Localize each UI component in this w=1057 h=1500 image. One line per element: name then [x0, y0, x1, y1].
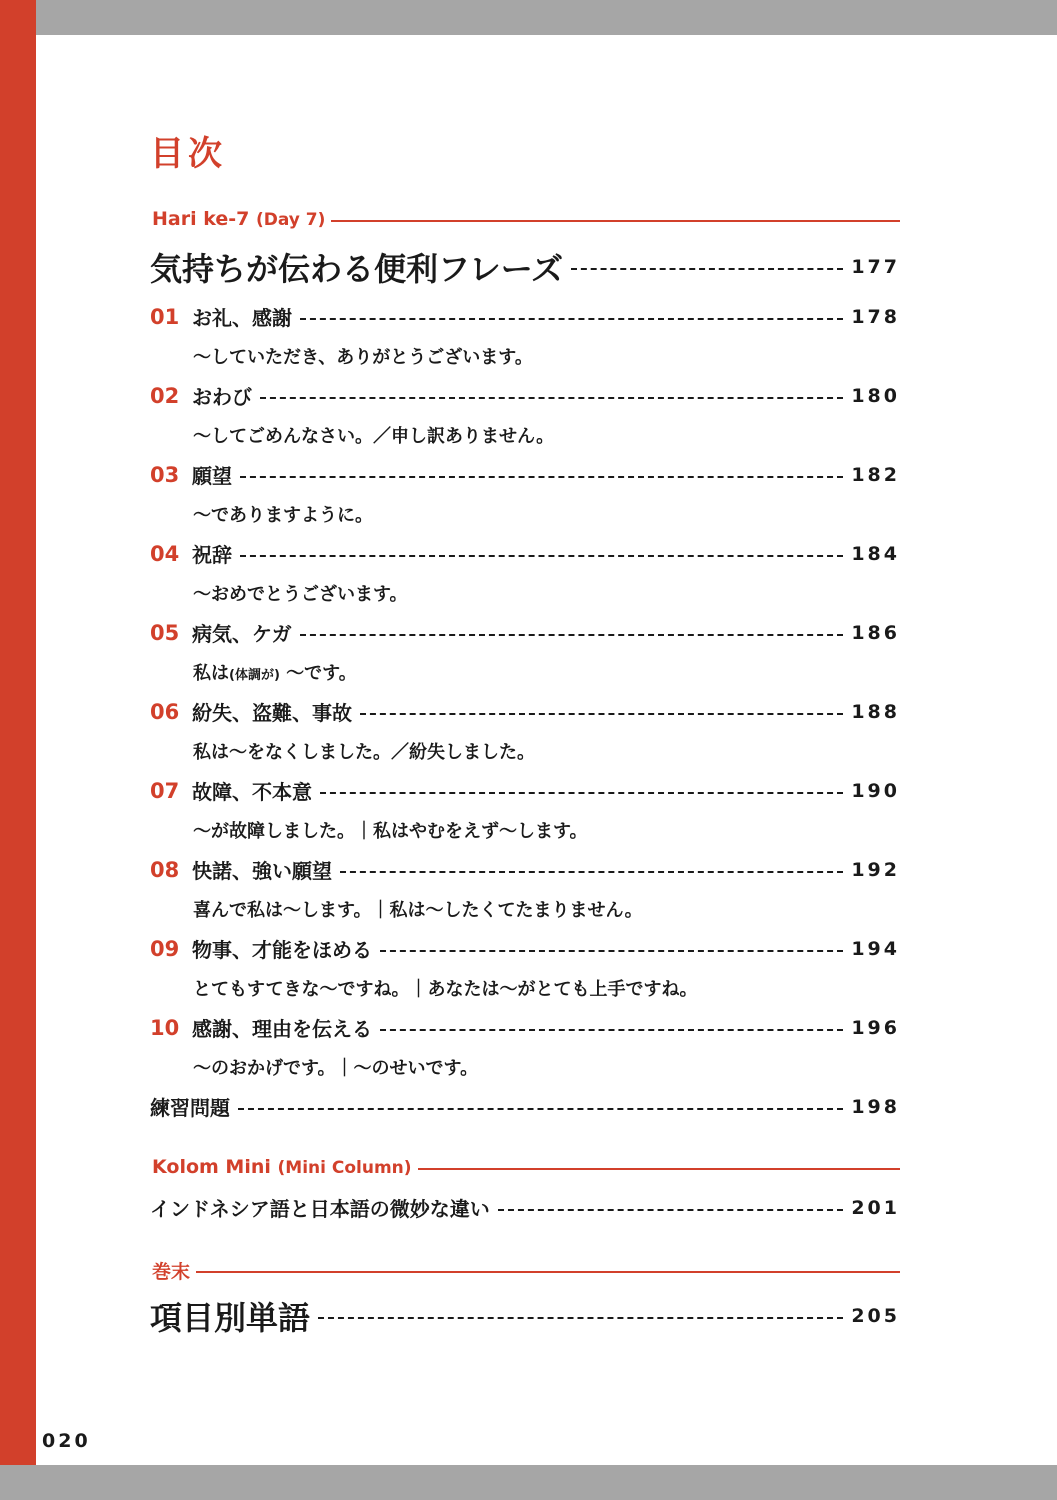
section-label: 巻末: [152, 1260, 191, 1283]
section-rule: [418, 1168, 900, 1170]
toc-entry-08[interactable]: 08 快諾、強い願望 192: [150, 857, 900, 883]
toc-entry-03-subtitle: ～でありますように。: [193, 505, 373, 526]
toc-entry-02-subtitle: ～してごめんなさい。／申し訳ありません。: [193, 426, 555, 447]
toc-entry-08-subtitle: 喜んで私は～します。｜私は～したくてたまりません。: [193, 900, 643, 921]
toc-entry-09-subtitle: とてもすてきな～ですね。｜あなたは～がとても上手ですね。: [193, 979, 698, 1000]
toc-entry-05[interactable]: 05 病気、ケガ 186: [150, 620, 900, 646]
leader-dots: [260, 397, 843, 399]
toc-entry-07-subtitle: ～が故障しました。｜私はやむをえず～します。: [193, 821, 588, 842]
toc-entry-09[interactable]: 09 物事、才能をほめる 194: [150, 936, 900, 962]
top-bar: [0, 0, 1057, 35]
section-rule: [196, 1271, 900, 1273]
toc-entry-03[interactable]: 03 願望 182: [150, 462, 900, 488]
leader-dots: [380, 950, 843, 952]
leader-dots: [300, 318, 843, 320]
side-bar: [0, 0, 36, 1500]
toc-entry-05-subtitle: 私は(体調が) ～です。: [193, 663, 357, 684]
toc-entry-10-subtitle: ～のおかげです。｜～のせいです。: [193, 1058, 479, 1079]
toc-entry-appendix[interactable]: 項目別単語 205: [150, 1299, 900, 1337]
section-header-kolom-mini: [152, 1152, 900, 1182]
toc-entry-column[interactable]: インドネシア語と日本語の微妙な違い 201: [150, 1196, 900, 1221]
toc-entry-04[interactable]: 04 祝辞 184: [150, 541, 900, 567]
bottom-bar: [0, 1465, 1057, 1500]
leader-dots: [320, 792, 843, 794]
section-header-day7: [152, 204, 900, 234]
leader-dots: [360, 713, 843, 715]
toc-entry-01-subtitle: ～していただき、ありがとうございます。: [193, 347, 533, 368]
toc-entry-practice[interactable]: 練習問題 198: [150, 1095, 900, 1120]
section-label: Hari ke-7 (Day 7): [152, 208, 326, 230]
toc-entry-06[interactable]: 06 紛失、盗難、事故 188: [150, 699, 900, 725]
section-label: Kolom Mini (Mini Column): [152, 1156, 412, 1178]
leader-dots: [238, 1108, 843, 1110]
leader-dots: [340, 871, 843, 873]
page-title: 目次: [150, 134, 226, 174]
page-number: 020: [42, 1430, 91, 1452]
toc-entry-06-subtitle: 私は～をなくしました。／紛失しました。: [193, 742, 535, 763]
leader-dots: [380, 1029, 843, 1031]
section-rule: [331, 220, 900, 222]
leader-dots: [300, 634, 844, 636]
leader-dots: [571, 268, 843, 270]
leader-dots: [240, 555, 843, 557]
leader-dots: [240, 476, 843, 478]
leader-dots: [498, 1209, 844, 1211]
toc-entry-day7-heading[interactable]: 気持ちが伝わる便利フレーズ 177: [150, 250, 900, 288]
toc-entry-04-subtitle: ～おめでとうございます。: [193, 584, 408, 605]
toc-entry-07[interactable]: 07 故障、不本意 190: [150, 778, 900, 804]
section-header-appendix: [152, 1255, 900, 1285]
toc-entry-10[interactable]: 10 感謝、理由を伝える 196: [150, 1015, 900, 1041]
toc-entry-01[interactable]: 01 お礼、感謝 178: [150, 304, 900, 330]
leader-dots: [318, 1317, 843, 1319]
toc-entry-02[interactable]: 02 おわび 180: [150, 383, 900, 409]
